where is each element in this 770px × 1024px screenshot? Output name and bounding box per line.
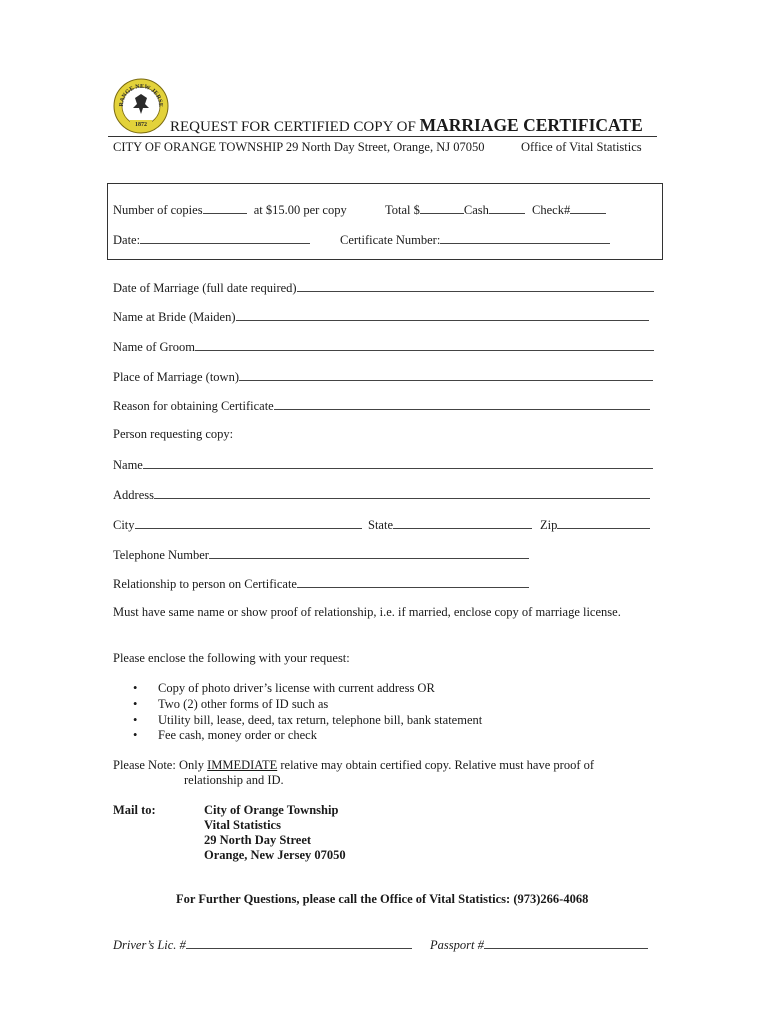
passport-input[interactable]: [484, 936, 648, 949]
mail-line: City of Orange Township: [204, 803, 339, 817]
total-input[interactable]: [420, 201, 464, 214]
zip-row: Zip: [540, 516, 650, 533]
drivers-lic-input[interactable]: [186, 936, 412, 949]
date-of-marriage-row: Date of Marriage (full date required): [113, 279, 654, 296]
relationship-input[interactable]: [297, 575, 529, 588]
contact-line: For Further Questions, please call the Office of Vital Statistics: (973)266-4068: [176, 892, 589, 906]
fee-box: [107, 183, 663, 260]
place-input[interactable]: [239, 368, 653, 381]
name-input[interactable]: [143, 456, 653, 469]
seal-year: 1872: [135, 122, 147, 128]
groom-row: Name of Groom: [113, 338, 654, 355]
list-item: • Two (2) other forms of ID such as: [133, 697, 329, 711]
office-name: Office of Vital Statistics: [521, 140, 642, 154]
immediate-emphasis: IMMEDIATE: [207, 758, 278, 772]
title-main: MARRIAGE CERTIFICATE: [419, 115, 643, 135]
seal-top-text: RANGE NEW JERSE: [118, 83, 164, 108]
page-title: [170, 115, 643, 136]
drivers-lic-row: Driver’s Lic. #: [113, 936, 412, 953]
date-of-marriage-input[interactable]: [297, 279, 654, 292]
city-address: CITY OF ORANGE TOWNSHIP 29 North Day Street, Orange, NJ 07050: [113, 140, 485, 154]
date-input[interactable]: [140, 231, 310, 244]
cash-input[interactable]: [489, 201, 525, 214]
please-note: Please Note: Only IMMEDIATE relative may obtain certified copy. Relative must have proof of: [113, 758, 595, 772]
proof-notice: Must have same name or show proof of relationship, i.e. if married, enclose copy of marriage license.: [113, 605, 621, 619]
bride-row: Name at Bride (Maiden): [113, 308, 649, 325]
state-row: State: [368, 516, 532, 533]
reason-row: Reason for obtaining Certificate: [113, 397, 650, 414]
groom-input[interactable]: [195, 338, 654, 351]
cert-number-input[interactable]: [440, 231, 610, 244]
place-row: Place of Marriage (town): [113, 368, 653, 385]
seal-graphic: [113, 78, 169, 134]
copies-row: Number of copies at $15.00 per copy: [113, 203, 347, 217]
city-seal: [113, 78, 169, 134]
city-input[interactable]: [135, 516, 362, 529]
mail-line: 29 North Day Street: [204, 833, 312, 847]
list-item: • Utility bill, lease, deed, tax return, telephone bill, bank statement: [133, 713, 483, 727]
mail-to-label: Mail to:: [113, 803, 156, 817]
please-note-line2: relationship and ID.: [184, 773, 284, 787]
telephone-row: Telephone Number: [113, 546, 529, 563]
state-input[interactable]: [393, 516, 532, 529]
total-row: Total $ Cash Check#: [385, 201, 606, 218]
passport-row: Passport #: [430, 936, 648, 953]
address-input[interactable]: [154, 486, 650, 499]
check-input[interactable]: [570, 201, 606, 214]
address-row: Address: [113, 486, 650, 503]
mail-line: Orange, New Jersey 07050: [204, 848, 346, 862]
relationship-row: Relationship to person on Certificate: [113, 575, 529, 592]
bride-input[interactable]: [236, 308, 649, 321]
reason-input[interactable]: [274, 397, 650, 410]
mail-line: Vital Statistics: [204, 818, 281, 832]
cert-number-row: Certificate Number:: [340, 231, 610, 248]
enclose-heading: Please enclose the following with your request:: [113, 651, 350, 665]
city-row: City: [113, 516, 362, 533]
list-item: • Fee cash, money order or check: [133, 728, 317, 742]
person-requesting-label: Person requesting copy:: [113, 427, 234, 441]
name-row: Name: [113, 456, 653, 473]
copies-input[interactable]: [203, 201, 247, 214]
list-item: • Copy of photo driver’s license with current address OR: [133, 681, 435, 695]
date-row: Date:: [113, 231, 310, 248]
zip-input[interactable]: [557, 516, 650, 529]
telephone-input[interactable]: [209, 546, 529, 559]
title-rule: [108, 136, 657, 137]
title-prefix: REQUEST FOR CERTIFIED COPY OF: [170, 119, 416, 135]
